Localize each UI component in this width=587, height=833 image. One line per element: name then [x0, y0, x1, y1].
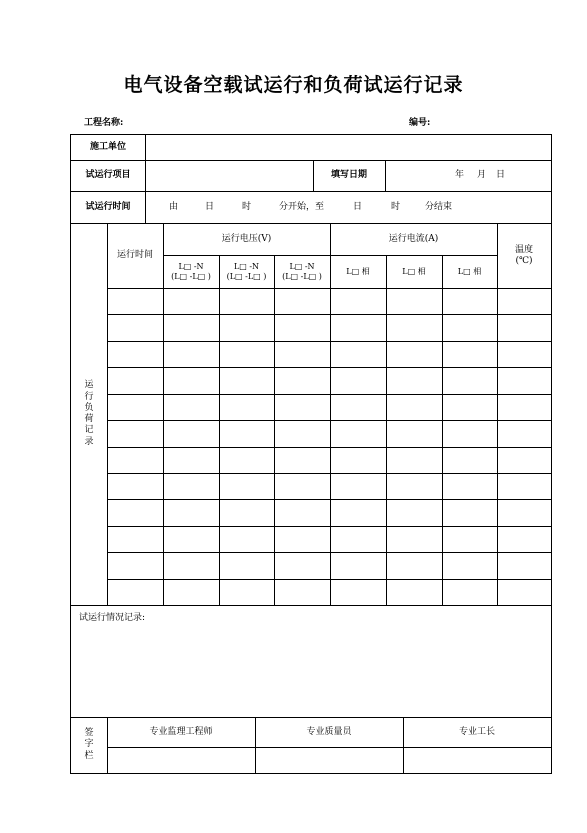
data-cell[interactable]	[163, 552, 219, 578]
data-cell[interactable]	[442, 473, 497, 499]
data-cell[interactable]	[442, 314, 497, 340]
data-cell[interactable]	[274, 341, 330, 367]
data-cell[interactable]	[107, 552, 163, 578]
data-cell[interactable]	[497, 394, 551, 420]
time-part-hour2: 时	[391, 201, 401, 212]
signature-role-supervisor: 专业监理工程师	[149, 726, 213, 737]
data-cell[interactable]	[219, 526, 274, 552]
data-cell[interactable]	[386, 341, 442, 367]
data-cell[interactable]	[163, 367, 219, 393]
notes-area[interactable]	[71, 605, 551, 717]
data-cell[interactable]	[274, 420, 330, 446]
data-cell[interactable]	[330, 394, 386, 420]
run-time-header: 运行时间	[116, 250, 153, 261]
data-cell[interactable]	[219, 420, 274, 446]
voltage-col-header	[163, 255, 219, 288]
unit-input-cell[interactable]	[145, 135, 551, 160]
data-cell[interactable]	[386, 473, 442, 499]
data-cell[interactable]	[219, 394, 274, 420]
temperature-header	[497, 223, 551, 288]
section-char: 行	[84, 391, 94, 402]
data-cell[interactable]	[274, 499, 330, 525]
data-cell[interactable]	[219, 499, 274, 525]
signature-label	[71, 717, 107, 773]
voltage-col-line1: L□ -N	[289, 262, 315, 272]
section-char: 荷	[84, 414, 94, 424]
data-cell[interactable]	[163, 420, 219, 446]
data-cell[interactable]	[330, 447, 386, 473]
current-col-header: L□ 相	[346, 266, 370, 276]
current-col-header: L□ 相	[402, 266, 426, 276]
voltage-col-line2: (L□ -L□ )	[171, 271, 211, 281]
data-cell[interactable]	[442, 447, 497, 473]
data-cell[interactable]	[163, 579, 219, 605]
signature-char: 栏	[84, 750, 94, 761]
data-cell[interactable]	[274, 447, 330, 473]
data-cell[interactable]	[163, 341, 219, 367]
data-cell[interactable]	[330, 367, 386, 393]
data-cell[interactable]	[442, 499, 497, 525]
data-cell[interactable]	[386, 420, 442, 446]
data-cell[interactable]	[386, 526, 442, 552]
data-cell[interactable]	[442, 288, 497, 314]
time-part-from: 由	[169, 201, 179, 212]
fill-date-label: 填写日期	[330, 170, 367, 181]
data-cell[interactable]	[442, 552, 497, 578]
signature-role-foreman: 专业工长	[458, 726, 495, 737]
data-cell[interactable]	[107, 314, 163, 340]
data-cell[interactable]	[330, 473, 386, 499]
data-cell[interactable]	[107, 420, 163, 446]
data-cell[interactable]	[107, 367, 163, 393]
date-day: 日	[496, 170, 506, 181]
data-cell[interactable]	[274, 526, 330, 552]
voltage-group-header: 运行电压(V)	[221, 233, 272, 244]
data-cell[interactable]	[330, 420, 386, 446]
date-year: 年	[455, 170, 465, 181]
section-char: 运	[84, 380, 94, 391]
section-char: 记	[84, 425, 94, 436]
load-record-section-label	[71, 223, 107, 605]
data-cell[interactable]	[497, 447, 551, 473]
page-title: 电气设备空载试运行和负荷试运行记录	[123, 74, 464, 96]
signature-char: 签	[84, 728, 94, 739]
signature-role-quality: 专业质量员	[306, 726, 352, 737]
data-cell[interactable]	[330, 288, 386, 314]
signature-box-supervisor[interactable]	[107, 747, 255, 773]
time-part-day1: 日	[205, 201, 215, 212]
data-cell[interactable]	[497, 420, 551, 446]
data-cell[interactable]	[330, 499, 386, 525]
time-part-day2: 日	[353, 201, 363, 212]
data-cell[interactable]	[330, 579, 386, 605]
section-char: 负	[84, 402, 94, 413]
data-cell[interactable]	[219, 473, 274, 499]
data-cell[interactable]	[219, 552, 274, 578]
data-cell[interactable]	[274, 552, 330, 578]
data-cell[interactable]	[386, 394, 442, 420]
data-cell[interactable]	[442, 420, 497, 446]
data-cell[interactable]	[274, 288, 330, 314]
data-cell[interactable]	[163, 526, 219, 552]
data-cell[interactable]	[107, 447, 163, 473]
signature-box-quality[interactable]	[255, 747, 403, 773]
time-input-cell[interactable]	[145, 191, 551, 223]
data-cell[interactable]	[274, 314, 330, 340]
data-cell[interactable]	[442, 341, 497, 367]
voltage-col-line2: (L□ -L□ )	[282, 271, 322, 281]
project-name-label: 工程名称:	[84, 118, 124, 128]
voltage-col-line1: L□ -N	[233, 262, 260, 272]
data-cell[interactable]	[163, 314, 219, 340]
data-cell[interactable]	[163, 499, 219, 525]
data-cell[interactable]	[107, 473, 163, 499]
data-cell[interactable]	[386, 314, 442, 340]
signature-char: 字	[84, 739, 94, 750]
data-cell[interactable]	[219, 367, 274, 393]
data-cell[interactable]	[442, 526, 497, 552]
time-label: 试运行时间	[85, 201, 131, 212]
data-cell[interactable]	[442, 367, 497, 393]
data-cell[interactable]	[497, 367, 551, 393]
number-label: 编号:	[409, 118, 431, 128]
data-cell[interactable]	[330, 314, 386, 340]
data-cell[interactable]	[219, 447, 274, 473]
unit-label: 施工单位	[89, 142, 126, 153]
project-input-cell[interactable]	[145, 160, 313, 191]
temperature-label: 温度	[514, 244, 533, 255]
data-cell[interactable]	[442, 394, 497, 420]
data-cell[interactable]	[274, 579, 330, 605]
notes-label: 试运行情况记录:	[79, 613, 146, 623]
data-cell[interactable]	[219, 314, 274, 340]
data-cell[interactable]	[386, 552, 442, 578]
current-col-header: L□ 相	[457, 266, 482, 276]
data-cell[interactable]	[219, 579, 274, 605]
data-cell[interactable]	[107, 394, 163, 420]
data-cell[interactable]	[497, 288, 551, 314]
data-cell[interactable]	[497, 526, 551, 552]
time-part-start: 分开始，至	[279, 201, 325, 212]
voltage-col-header	[219, 255, 274, 288]
data-cell[interactable]	[163, 288, 219, 314]
data-cell[interactable]	[497, 314, 551, 340]
temperature-unit: (℃)	[515, 255, 533, 266]
current-group-header: 运行电流(A)	[388, 233, 439, 244]
time-part-hour1: 时	[242, 201, 252, 212]
data-cell[interactable]	[386, 288, 442, 314]
data-cell[interactable]	[274, 394, 330, 420]
signature-box-foreman[interactable]	[403, 747, 551, 773]
data-cell[interactable]	[497, 341, 551, 367]
data-cell[interactable]	[386, 499, 442, 525]
voltage-col-line1: L□ -N	[178, 262, 204, 272]
voltage-col-line2: (L□ -L□ )	[226, 271, 267, 281]
data-cell[interactable]	[163, 394, 219, 420]
data-cell[interactable]	[497, 499, 551, 525]
data-cell[interactable]	[330, 341, 386, 367]
data-cell[interactable]	[386, 447, 442, 473]
data-cell[interactable]	[107, 341, 163, 367]
data-cell[interactable]	[330, 552, 386, 578]
record-form	[70, 134, 552, 774]
data-cell[interactable]	[386, 367, 442, 393]
fill-date-cell[interactable]	[385, 160, 551, 191]
data-cell[interactable]	[107, 579, 163, 605]
data-cell[interactable]	[386, 579, 442, 605]
data-cell[interactable]	[163, 473, 219, 499]
data-cell[interactable]	[274, 473, 330, 499]
data-cell[interactable]	[497, 552, 551, 578]
time-part-end: 分结束	[425, 201, 453, 212]
project-label: 试运行项目	[85, 170, 131, 181]
data-cell[interactable]	[497, 579, 551, 605]
data-cell[interactable]	[219, 341, 274, 367]
voltage-col-header	[274, 255, 330, 288]
date-month: 月	[477, 170, 487, 181]
data-cell[interactable]	[442, 579, 497, 605]
data-cell[interactable]	[107, 526, 163, 552]
data-cell[interactable]	[330, 526, 386, 552]
data-cell[interactable]	[219, 288, 274, 314]
section-char: 录	[84, 436, 94, 447]
data-cell[interactable]	[107, 499, 163, 525]
data-cell[interactable]	[274, 367, 330, 393]
data-cell[interactable]	[163, 447, 219, 473]
data-cell[interactable]	[497, 473, 551, 499]
data-cell[interactable]	[107, 288, 163, 314]
